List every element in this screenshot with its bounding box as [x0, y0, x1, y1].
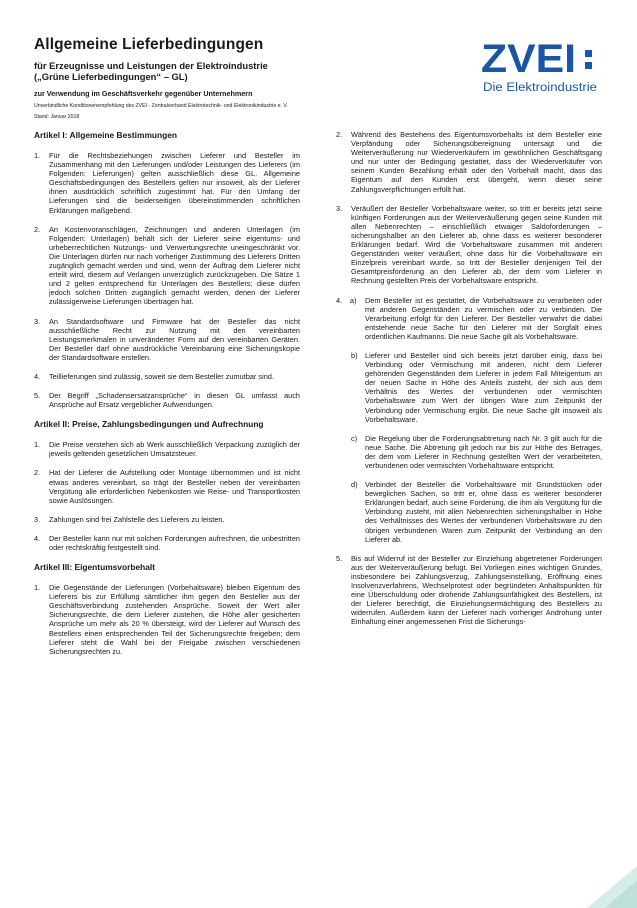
list-item: 5. Bis auf Widerruf ist der Besteller zur Einziehung abgetretener Forderungen aus der Weiterveräußerung befugt. Bei Vorliegen eines wichtigen Grundes, insbesondere bei Zahlungsverzug, Zahlungseinstellung, Eröffnung eines Insolvenzverfahrens, Wechselprotest oder begründeten Anhaltspunkten für eine Überschuldung oder drohende Zahlungsunfähigkeit des Bestellers, ist der Lieferer berechtigt, die Einziehungsermächtigung des Bestellers zu widerrufen. Außerdem kann der Lieferer nach vorheriger Androhung unter Einhaltung einer angemessenen Frist die Sicherungs-: [336, 553, 602, 627]
right-column: [336, 130, 602, 637]
list-item: 5. Der Begriff „Schadensersatzansprüche“ in diesen GL umfasst auch Ansprüche auf Ersatz vergeblicher Aufwendungen.: [34, 391, 300, 410]
list-item: 1. Für die Rechtsbeziehungen zwischen Lieferer und Besteller im Zusammenhang mit den Lieferungen und/oder Leistungen des Lieferers (im Folgenden: Lieferungen) gelten ausschließlich diese GL. Allgemeine Geschäftsbedingungen des Bestellers gelten nur insoweit, als der Lieferer ihnen ausdrücklich schriftlich zugestimmt hat. Für den Umfang der Lieferungen sind die beiderseitigen übereinstimmenden schriftlichen Erklärungen maßgebend.: [34, 151, 300, 215]
date-stand: Stand: Januar 2018: [34, 114, 80, 120]
list-item: 2. Hat der Lieferer die Aufstellung oder Montage übernommen und ist nicht etwas anderes vereinbart, so trägt der Besteller neben der vereinbarten Vergütung alle erforderlichen Nebenkosten wie Reise- und Transportkosten sowie Auslösungen.: [34, 468, 300, 505]
sub-list: [336, 351, 602, 544]
list-item: 1. Die Preise verstehen sich ab Werk ausschließlich Verpackung zuzüglich der jeweils geltenden gesetzlichen Umsatzsteuer.: [34, 440, 300, 459]
list-item: 3. Zahlungen sind frei Zahlstelle des Lieferers zu leisten.: [34, 514, 225, 524]
article-3-heading: Artikel III: Eigentumsvorbehalt: [34, 562, 155, 573]
list-item: 3. Veräußert der Besteller Vorbehaltsware weiter, so tritt er bereits jetzt seine künftigen Forderungen aus der Weiterveräußerung gegen seine Kunden mit allen Nebenrechten – einschließlich etwaiger Saldoforderungen – sicherungshalber an den Lieferer ab, ohne dass es weiterer besonderer Erklärungen bedarf. Wird die Vorbehaltsware zusammen mit anderen Gegenständen weiter veräußert, ohne dass für die Vorbehaltsware ein Einzelpreis vereinbart wurde, so tritt der Besteller denjenigen Teil der Gesamtpreisforderung an den Lieferer ab, der dem vom Lieferer in Rechnung gestellten Preis der Vorbehaltsware entspricht.: [336, 203, 602, 286]
usage-line: zur Verwendung im Geschäftsverkehr gegenüber Unternehmern: [34, 89, 253, 98]
sub-list-item: d) Verbindet der Besteller die Vorbehaltsware mit Grundstücken oder beweglichen Sachen, so tritt er, ohne dass es weiterer besonderer Erklärungen bedarf, auch seine Forderung, die ihm als Vergütung für die Verbindung zusteht, mit allen Nebenrechten sicherungshalber in Höhe des Verhältnisses des Wertes der verbundenen Vorbehaltsware zu den übrigen verbundenen Waren zum Zeitpunkt der Verbindung an den Lieferer ab.: [351, 480, 602, 544]
list-item: 2. Während des Bestehens des Eigentumsvorbehalts ist dem Besteller eine Verpfändung oder Sicherungsübereignung untersagt und die Weiterveräußerung nur Wiederverkäufern im gewöhnlichen Geschäftsgang und nur unter der Bedingung gestattet, dass der Wiederverkäufer von seinem Kunden Bezahlung erhält oder den Vorbehalt macht, dass das Eigentum auf den Kunden erst übergeht, wenn dieser seine Zahlungsverpflichtungen erfüllt hat.: [336, 130, 602, 194]
logo-tagline: Die Elektroindustrie: [483, 82, 597, 94]
list-item: 3. An Standardsoftware und Firmware hat der Besteller das nicht ausschließliche Recht zur Nutzung mit den vereinbarten Leistungsmerkmalen in unveränderter Form auf den vereinbarten Geräten. Der Besteller darf ohne ausdrückliche Vereinbarung eine Sicherungskopie der Standardsoftware erstellen.: [34, 316, 300, 362]
subtitle-line-1: für Erzeugnisse und Leistungen der Elektroindustrie: [34, 60, 268, 71]
logo-wordmark: ZVEI: [481, 37, 576, 81]
list-item: 1. Die Gegenstände der Lieferungen (Vorbehaltsware) bleiben Eigentum des Lieferers bis zur Erfüllung sämtlicher ihm gegen den Besteller aus der Geschäftsverbindung zustehenden Ansprüche. Soweit der Wert aller Sicherungsrechte, die dem Lieferer zustehen, die Höhe aller gesicherten Ansprüche um mehr als 20 % übersteigt, wird der Lieferer auf Wunsch des Bestellers einen entsprechenden Teil der Sicherungsrechte freigeben; dem Lieferer steht die Wahl bei der Freigabe zwischen verschiedenen Sicherungsrechten zu.: [34, 583, 300, 656]
subtitle-line-2: („Grüne Lieferbedingungen“ – GL): [34, 71, 188, 82]
list-item: 2. An Kostenvoranschlägen, Zeichnungen und anderen Unterlagen (im Folgenden: Unterlagen) behält sich der Lieferer seine eigentums- und urheberrechtlichen Nutzungs- und Verwertungsrechte uneingeschränkt vor. Die Unterlagen dürfen nur nach vorheriger Zustimmung des Lieferers Dritten zugänglich gemacht werden und sind, wenn der Auftrag dem Lieferer nicht erteilt wird, diesem auf Verlangen unverzüglich zurückzugeben. Die Sätze 1 und 2 gelten entsprechend für Unterlagen des Bestellers; diese dürfen jedoch solchen Dritten zugänglich gemacht werden, denen der Lieferer zulässigerweise Lieferungen übertragen hat.: [34, 224, 300, 307]
sub-list-item: c) Die Regelung über die Forderungsabtretung nach Nr. 3 gilt auch für die neue Sache. Die Abtretung gilt jedoch nur bis zur Höhe des Betrages, der dem vom Lieferer in Rechnung gestellten Wert der verarbeiteten, verbundenen oder vermischten Vorbehaltsware entspricht.: [351, 433, 602, 470]
list-item: 4. Der Besteller kann nur mit solchen Forderungen aufrechnen, die unbestritten oder rechtskräftig festgestellt sind.: [34, 533, 300, 552]
list-item: 4. Teillieferungen sind zulässig, soweit sie dem Besteller zumutbar sind.: [34, 371, 274, 381]
document-title: Allgemeine Lieferbedingungen: [34, 36, 264, 53]
logo-dot-bottom: [585, 62, 592, 69]
left-column: [34, 130, 300, 666]
sub-list-item: b) Lieferer und Besteller sind sich bereits jetzt darüber einig, dass bei Verbindung oder Vermischung mit anderen, nicht dem Lieferer gehörenden Gegenständen dem Lieferer in jedem Fall Miteigentum an der neuen Sache in Höhe des Anteils zusteht, der sich aus dem Verhältnis des Wertes der verbundenen oder vermischten Vorbehaltsware zum Wert der übrigen Ware zum Zeitpunkt der Verbindung oder Vermischung ergibt. Die neue Sache gilt insoweit als Vorbehaltsware.: [351, 350, 602, 424]
corner-decoration: [577, 858, 637, 908]
list-item: 4. a) Dem Besteller ist es gestattet, die Vorbehaltsware zu verarbeiten oder mit anderen Gegenständen zu vermischen oder zu verbinden. Die Verarbeitung erfolgt für den Lieferer. Der Besteller verwahrt die dabei entstehende neue Sache für den Lieferer mit der Sorgfalt eines ordentlichen Kaufmanns. Die neue Sache gilt als Vorbehaltsware.: [336, 295, 602, 341]
article-1-heading: Artikel I: Allgemeine Bestimmungen: [34, 130, 178, 140]
zvei-logo: [481, 36, 606, 96]
logo-dot-top: [585, 50, 592, 57]
recommendation-note: Unverbindliche Konditionenempfehlung des ZVEI - Zentralverband Elektrotechnik- und Elektronikindustrie e. V.: [34, 103, 288, 109]
document-subtitle: [34, 60, 268, 82]
article-2-heading: Artikel II: Preise, Zahlungsbedingungen und Aufrechnung: [34, 419, 264, 430]
